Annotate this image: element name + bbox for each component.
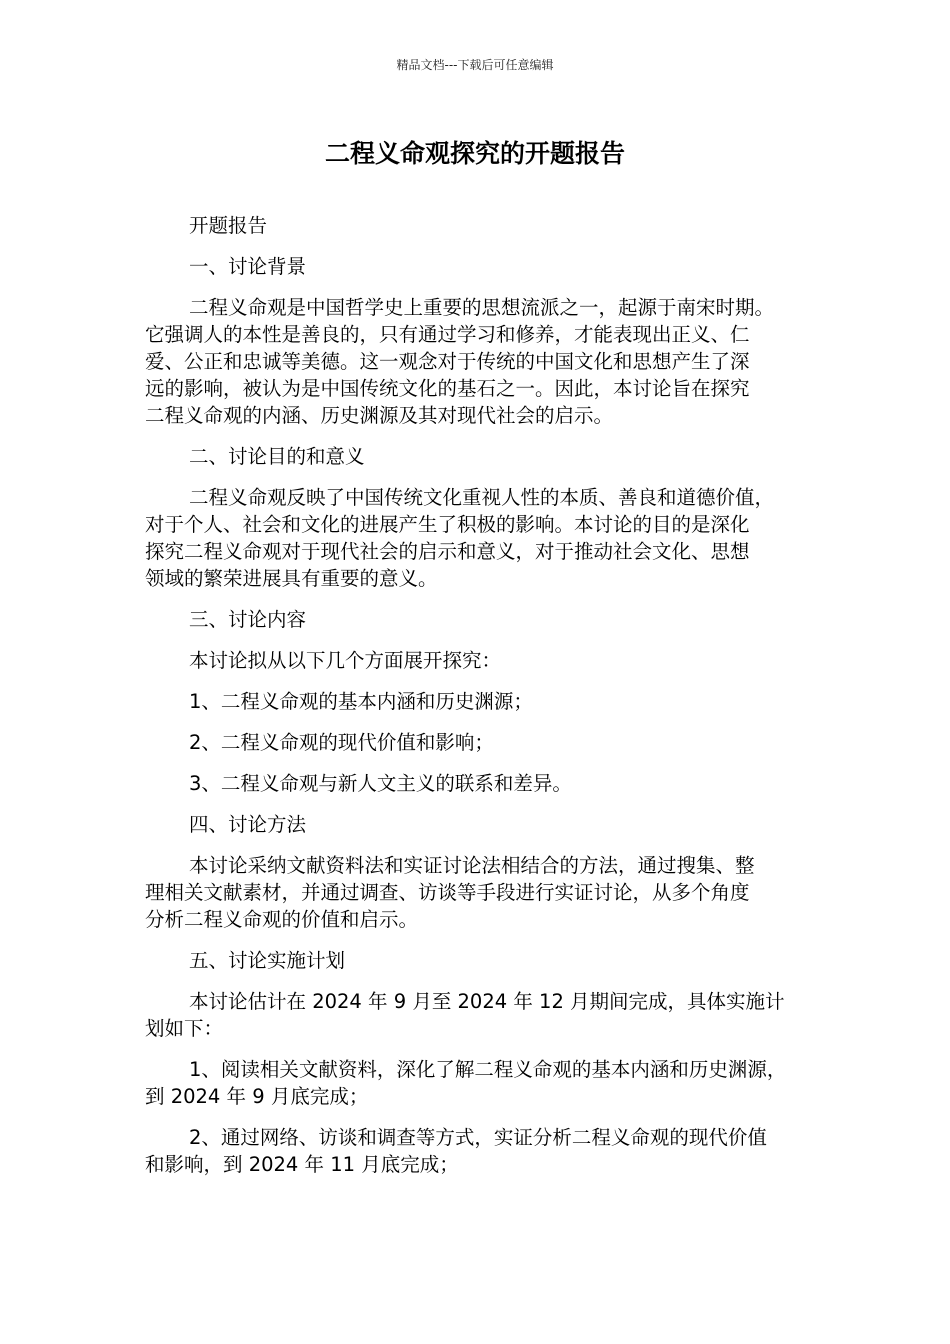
paragraph-method: 本讨论采纳文献资料法和实证讨论法相结合的方法，通过搜集、整 理相关文献素材，并通过调查、访谈等手段进行实证讨论，从多个角度 分析二程义命观的价值和启示。	[145, 854, 755, 931]
paragraph-background: 二程义命观是中国哲学史上重要的思想流派之一，起源于南宋时期。 它强调人的本性是善良的，只有通过学习和修养，才能表现出正义、仁 爱、公正和忠诚等美德。这一观念对于传统的中国文化和思想产生了深 远的影响，被认为是中国传统文化的基石之一。因此，本讨论旨在探究 二程义命观的内涵、历史渊源及其对现代社会的启示。	[145, 296, 775, 427]
paragraph-report-label: 开题报告	[189, 214, 268, 237]
paragraph-purpose: 二程义命观反映了中国传统文化重视人性的本质、善良和道德价值， 对于个人、社会和文化的进展产生了积极的影响。本讨论的目的是深化 探究二程义命观对于现代社会的启示和意义，对于推动社会文化、思想 领域的繁荣进展具有重要的意义。	[145, 486, 775, 590]
list-item-plan-1: 1、阅读相关文献资料，深化了解二程义命观的基本内涵和历史渊源， 到 2024 年 9 月底完成；	[145, 1058, 787, 1108]
list-item-content-1: 1、二程义命观的基本内涵和历史渊源；	[189, 690, 533, 713]
paragraph-content-intro: 本讨论拟从以下几个方面展开探究：	[189, 649, 502, 672]
document-title: 二程义命观探究的开题报告	[324, 139, 625, 168]
document-body	[145, 212, 817, 1192]
header-note: 精品文档---下载后可任意编辑	[396, 58, 554, 72]
section-heading-background: 一、讨论背景	[189, 255, 307, 278]
list-item-content-2: 2、二程义命观的现代价值和影响；	[189, 731, 494, 754]
list-item-plan-2: 2、通过网络、访谈和调查等方式，实证分析二程义命观的现代价值 和影响，到 2024 年 11 月底完成；	[145, 1126, 767, 1176]
section-heading-plan: 五、讨论实施计划	[189, 949, 346, 972]
paragraph-plan-intro: 本讨论估计在 2024 年 9 月至 2024 年 12 月期间完成，具体实施计 划如下：	[145, 990, 785, 1040]
list-item-content-3: 3、二程义命观与新人文主义的联系和差异。	[189, 772, 572, 795]
section-heading-method: 四、讨论方法	[189, 813, 307, 836]
section-heading-purpose: 二、讨论目的和意义	[189, 445, 365, 468]
section-heading-content: 三、讨论内容	[189, 608, 307, 631]
